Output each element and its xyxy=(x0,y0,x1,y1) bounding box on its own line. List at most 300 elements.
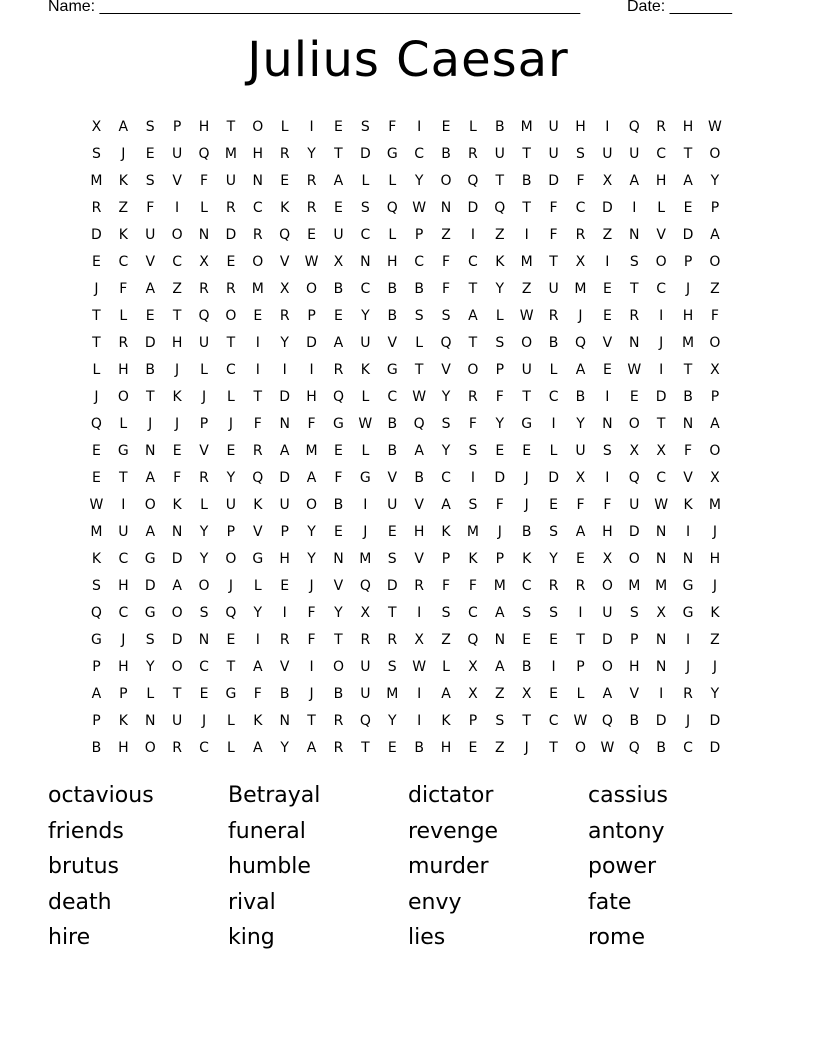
grid-letter[interactable]: L xyxy=(226,740,235,756)
grid-letter[interactable]: O xyxy=(306,281,318,297)
grid-letter[interactable]: Y xyxy=(280,740,289,756)
grid-letter[interactable]: E xyxy=(334,524,343,540)
grid-letter[interactable]: T xyxy=(522,713,531,729)
grid-letter[interactable]: I xyxy=(685,524,691,540)
grid-letter[interactable]: P xyxy=(199,416,209,432)
grid-letter[interactable]: P xyxy=(495,362,505,378)
grid-letter[interactable]: T xyxy=(145,389,155,405)
grid-letter[interactable]: Y xyxy=(710,173,720,189)
grid-letter[interactable]: P xyxy=(630,632,639,648)
grid-letter[interactable]: B xyxy=(521,524,532,540)
grid-letter[interactable]: E xyxy=(549,497,559,513)
grid-letter[interactable]: J xyxy=(685,281,691,297)
grid-letter[interactable]: I xyxy=(551,416,556,432)
grid-letter[interactable]: Q xyxy=(332,389,344,405)
grid-letter[interactable]: D xyxy=(144,335,156,351)
grid-letter[interactable]: M xyxy=(681,335,695,351)
grid-letter[interactable]: L xyxy=(388,227,397,243)
grid-letter[interactable]: U xyxy=(360,659,371,675)
grid-letter[interactable]: N xyxy=(655,659,667,675)
grid-letter[interactable]: Z xyxy=(710,281,720,297)
date-field-label[interactable]: Date: _______ xyxy=(627,0,732,15)
grid-letter[interactable]: D xyxy=(144,578,156,594)
grid-letter[interactable]: A xyxy=(629,173,640,189)
grid-letter[interactable]: S xyxy=(602,443,612,459)
grid-letter[interactable]: W xyxy=(304,254,319,270)
grid-letter[interactable]: S xyxy=(522,605,532,621)
grid-letter[interactable]: S xyxy=(414,308,424,324)
grid-letter[interactable]: F xyxy=(468,578,477,594)
grid-letter[interactable]: E xyxy=(280,173,290,189)
grid-letter[interactable]: A xyxy=(468,308,478,324)
grid-letter[interactable]: D xyxy=(171,551,183,567)
grid-letter[interactable]: U xyxy=(225,497,237,513)
grid-letter[interactable]: O xyxy=(171,605,183,621)
grid-letter[interactable]: B xyxy=(387,281,398,297)
grid-letter[interactable]: B xyxy=(441,146,451,162)
grid-letter[interactable]: Y xyxy=(549,551,558,567)
grid-letter[interactable]: N xyxy=(333,551,344,567)
grid-letter[interactable]: N xyxy=(198,632,210,648)
grid-letter[interactable]: T xyxy=(522,389,531,405)
grid-letter[interactable]: H xyxy=(386,254,398,270)
grid-letter[interactable]: E xyxy=(629,389,639,405)
grid-letter[interactable]: O xyxy=(709,443,721,459)
grid-letter[interactable]: Q xyxy=(628,119,640,135)
grid-letter[interactable]: D xyxy=(467,200,479,216)
grid-letter[interactable]: K xyxy=(683,497,693,513)
grid-letter[interactable]: E xyxy=(522,632,532,648)
grid-letter[interactable]: X xyxy=(360,605,371,621)
grid-letter[interactable]: Y xyxy=(199,524,209,540)
grid-letter[interactable]: Q xyxy=(198,146,210,162)
grid-letter[interactable]: O xyxy=(252,119,264,135)
grid-letter[interactable]: V xyxy=(172,173,182,189)
grid-letter[interactable]: B xyxy=(279,686,290,702)
grid-letter[interactable]: L xyxy=(200,497,208,513)
grid-letter[interactable]: F xyxy=(495,389,504,405)
grid-letter[interactable]: B xyxy=(629,713,640,729)
grid-letter[interactable]: K xyxy=(468,551,478,567)
grid-letter[interactable]: N xyxy=(171,524,183,540)
grid-letter[interactable]: L xyxy=(361,389,370,405)
grid-letter[interactable]: T xyxy=(253,389,263,405)
grid-letter[interactable]: J xyxy=(524,497,529,513)
grid-letter[interactable]: G xyxy=(91,632,102,648)
grid-letter[interactable]: D xyxy=(601,632,613,648)
grid-letter[interactable]: M xyxy=(655,578,668,594)
grid-letter[interactable]: E xyxy=(549,632,559,648)
grid-letter[interactable]: U xyxy=(602,146,613,162)
grid-letter[interactable]: X xyxy=(468,686,478,702)
grid-letter[interactable]: K xyxy=(441,713,451,729)
grid-letter[interactable]: E xyxy=(199,686,209,702)
grid-letter[interactable]: A xyxy=(333,173,344,189)
grid-letter[interactable]: I xyxy=(605,389,610,405)
grid-letter[interactable]: P xyxy=(226,524,236,540)
grid-letter[interactable]: G xyxy=(386,362,398,378)
grid-letter[interactable]: J xyxy=(524,740,529,756)
grid-letter[interactable]: I xyxy=(605,470,610,486)
grid-letter[interactable]: C xyxy=(656,281,667,297)
grid-letter[interactable]: O xyxy=(225,308,237,324)
grid-letter[interactable]: E xyxy=(92,470,101,486)
grid-letter[interactable]: U xyxy=(145,227,156,243)
grid-letter[interactable]: X xyxy=(602,551,613,567)
grid-letter[interactable]: T xyxy=(334,632,343,648)
grid-letter[interactable]: D xyxy=(628,524,640,540)
grid-letter[interactable]: T xyxy=(522,146,531,162)
grid-letter[interactable]: S xyxy=(576,146,585,162)
grid-letter[interactable]: R xyxy=(575,227,586,243)
grid-letter[interactable]: K xyxy=(280,200,290,216)
grid-letter[interactable]: D xyxy=(548,173,559,189)
grid-letter[interactable]: I xyxy=(309,119,314,135)
grid-letter[interactable]: Y xyxy=(710,686,720,702)
grid-letter[interactable]: E xyxy=(226,632,236,648)
grid-letter[interactable]: L xyxy=(280,119,289,135)
grid-letter[interactable]: D xyxy=(682,227,694,243)
grid-letter[interactable]: E xyxy=(522,443,532,459)
grid-letter[interactable]: V xyxy=(629,686,640,702)
grid-letter[interactable]: J xyxy=(148,416,153,432)
grid-letter[interactable]: U xyxy=(387,497,398,513)
grid-letter[interactable]: T xyxy=(549,740,558,756)
grid-letter[interactable]: Y xyxy=(495,416,505,432)
grid-letter[interactable]: B xyxy=(387,308,398,324)
grid-letter[interactable]: A xyxy=(145,524,156,540)
grid-letter[interactable]: A xyxy=(710,227,720,243)
grid-letter[interactable]: I xyxy=(632,200,637,216)
grid-letter[interactable]: D xyxy=(548,470,559,486)
grid-letter[interactable]: E xyxy=(602,281,612,297)
grid-letter[interactable]: F xyxy=(146,200,155,216)
grid-letter[interactable]: A xyxy=(575,524,586,540)
grid-letter[interactable]: T xyxy=(92,335,101,351)
grid-letter[interactable]: A xyxy=(710,416,720,432)
grid-letter[interactable]: S xyxy=(549,524,559,540)
grid-letter[interactable]: U xyxy=(360,335,371,351)
grid-letter[interactable]: V xyxy=(387,335,398,351)
grid-letter[interactable]: R xyxy=(199,281,209,297)
grid-letter[interactable]: R xyxy=(118,335,129,351)
grid-letter[interactable]: Y xyxy=(226,470,236,486)
grid-letter[interactable]: S xyxy=(145,119,155,135)
grid-letter[interactable]: S xyxy=(468,497,478,513)
grid-letter[interactable]: T xyxy=(226,659,236,675)
grid-letter[interactable]: E xyxy=(280,578,290,594)
grid-letter[interactable]: E xyxy=(441,119,451,135)
grid-letter[interactable]: B xyxy=(387,416,398,432)
grid-letter[interactable]: F xyxy=(388,119,397,135)
grid-letter[interactable]: K xyxy=(360,362,370,378)
grid-letter[interactable]: L xyxy=(415,335,424,351)
grid-letter[interactable]: R xyxy=(226,200,236,216)
grid-letter[interactable]: E xyxy=(468,740,478,756)
grid-letter[interactable]: T xyxy=(656,416,666,432)
grid-letter[interactable]: J xyxy=(309,578,314,594)
grid-letter[interactable]: I xyxy=(175,200,180,216)
grid-letter[interactable]: Q xyxy=(574,335,586,351)
grid-letter[interactable]: A xyxy=(306,470,317,486)
grid-letter[interactable]: Q xyxy=(386,200,398,216)
grid-letter[interactable]: L xyxy=(200,200,208,216)
grid-letter[interactable]: Q xyxy=(467,632,479,648)
grid-letter[interactable]: R xyxy=(629,308,640,324)
grid-letter[interactable]: L xyxy=(576,686,585,702)
grid-letter[interactable]: A xyxy=(172,578,182,594)
grid-letter[interactable]: C xyxy=(683,740,693,756)
grid-letter[interactable]: H xyxy=(682,308,694,324)
grid-letter[interactable]: R xyxy=(360,632,371,648)
grid-letter[interactable]: E xyxy=(683,200,693,216)
grid-letter[interactable]: W xyxy=(412,659,427,675)
grid-letter[interactable]: U xyxy=(548,119,559,135)
grid-letter[interactable]: K xyxy=(172,497,182,513)
grid-letter[interactable]: N xyxy=(682,416,694,432)
grid-letter[interactable]: S xyxy=(92,146,101,162)
grid-letter[interactable]: L xyxy=(92,362,101,378)
grid-letter[interactable]: A xyxy=(253,659,263,675)
grid-letter[interactable]: I xyxy=(255,362,260,378)
grid-letter[interactable]: L xyxy=(146,686,155,702)
grid-letter[interactable]: N xyxy=(144,713,156,729)
grid-letter[interactable]: Q xyxy=(467,173,479,189)
grid-letter[interactable]: I xyxy=(282,605,287,621)
grid-letter[interactable]: K xyxy=(118,713,128,729)
grid-letter[interactable]: J xyxy=(685,713,691,729)
grid-letter[interactable]: A xyxy=(602,686,613,702)
grid-letter[interactable]: Y xyxy=(495,281,505,297)
grid-letter[interactable]: Q xyxy=(279,227,291,243)
grid-letter[interactable]: C xyxy=(118,605,129,621)
grid-letter[interactable]: Y xyxy=(414,173,424,189)
grid-letter[interactable]: J xyxy=(94,281,99,297)
grid-letter[interactable]: S xyxy=(629,605,639,621)
grid-letter[interactable]: U xyxy=(171,713,183,729)
grid-letter[interactable]: J xyxy=(497,524,502,540)
grid-letter[interactable]: F xyxy=(495,497,504,513)
grid-letter[interactable]: C xyxy=(199,659,209,675)
grid-letter[interactable]: J xyxy=(712,524,717,540)
grid-letter[interactable]: I xyxy=(309,362,314,378)
grid-letter[interactable]: R xyxy=(468,146,478,162)
grid-letter[interactable]: F xyxy=(253,686,262,702)
grid-letter[interactable]: E xyxy=(92,254,101,270)
grid-letter[interactable]: E xyxy=(226,254,236,270)
grid-letter[interactable]: M xyxy=(520,119,533,135)
grid-letter[interactable]: S xyxy=(360,119,370,135)
grid-letter[interactable]: V xyxy=(602,335,613,351)
grid-letter[interactable]: D xyxy=(91,227,102,243)
grid-letter[interactable]: X xyxy=(656,443,666,459)
grid-letter[interactable]: R xyxy=(683,686,693,702)
grid-letter[interactable]: V xyxy=(441,362,451,378)
grid-letter[interactable]: H xyxy=(252,146,264,162)
grid-letter[interactable]: R xyxy=(91,200,102,216)
grid-letter[interactable]: R xyxy=(306,173,317,189)
grid-letter[interactable]: P xyxy=(280,524,289,540)
grid-letter[interactable]: G xyxy=(682,578,694,594)
grid-letter[interactable]: X xyxy=(602,173,613,189)
grid-letter[interactable]: T xyxy=(361,740,370,756)
grid-letter[interactable]: I xyxy=(121,497,126,513)
grid-letter[interactable]: D xyxy=(655,713,667,729)
grid-letter[interactable]: V xyxy=(414,551,424,567)
grid-letter[interactable]: C xyxy=(656,470,667,486)
grid-letter[interactable]: B xyxy=(521,659,532,675)
grid-letter[interactable]: Z xyxy=(172,281,182,297)
grid-letter[interactable]: P xyxy=(468,713,478,729)
grid-letter[interactable]: L xyxy=(253,578,262,594)
grid-letter[interactable]: G xyxy=(359,470,371,486)
grid-letter[interactable]: I xyxy=(417,713,422,729)
grid-letter[interactable]: J xyxy=(228,416,233,432)
grid-letter[interactable]: T xyxy=(334,146,343,162)
grid-letter[interactable]: Q xyxy=(359,578,371,594)
grid-letter[interactable]: G xyxy=(386,146,398,162)
grid-letter[interactable]: R xyxy=(279,146,290,162)
grid-letter[interactable]: O xyxy=(225,551,237,567)
grid-letter[interactable]: Y xyxy=(441,389,451,405)
grid-letter[interactable]: P xyxy=(414,227,424,243)
grid-letter[interactable]: A xyxy=(683,173,693,189)
grid-letter[interactable]: R xyxy=(333,740,344,756)
grid-letter[interactable]: X xyxy=(575,470,586,486)
grid-letter[interactable]: L xyxy=(388,173,397,189)
grid-letter[interactable]: J xyxy=(228,578,233,594)
grid-letter[interactable]: S xyxy=(387,551,397,567)
grid-letter[interactable]: K xyxy=(118,173,128,189)
grid-letter[interactable]: U xyxy=(494,146,505,162)
grid-letter[interactable]: R xyxy=(468,389,478,405)
grid-letter[interactable]: E xyxy=(602,308,612,324)
grid-letter[interactable]: I xyxy=(551,659,556,675)
grid-letter[interactable]: D xyxy=(386,578,398,594)
grid-letter[interactable]: F xyxy=(710,308,719,324)
grid-letter[interactable]: S xyxy=(441,416,451,432)
grid-letter[interactable]: E xyxy=(145,146,155,162)
grid-letter[interactable]: U xyxy=(575,443,586,459)
grid-letter[interactable]: R xyxy=(414,578,424,594)
grid-letter[interactable]: D xyxy=(601,200,613,216)
grid-letter[interactable]: O xyxy=(198,578,210,594)
grid-letter[interactable]: W xyxy=(412,389,427,405)
grid-letter[interactable]: X xyxy=(199,254,209,270)
grid-letter[interactable]: H xyxy=(602,524,613,540)
grid-letter[interactable]: V xyxy=(279,659,290,675)
grid-letter[interactable]: F xyxy=(468,416,477,432)
grid-letter[interactable]: O xyxy=(709,335,721,351)
grid-letter[interactable]: T xyxy=(226,335,236,351)
grid-letter[interactable]: X xyxy=(521,686,532,702)
grid-letter[interactable]: N xyxy=(655,551,667,567)
grid-letter[interactable]: C xyxy=(414,254,425,270)
grid-letter[interactable]: J xyxy=(309,686,314,702)
grid-letter[interactable]: P xyxy=(710,200,720,216)
grid-letter[interactable]: E xyxy=(576,551,585,567)
grid-letter[interactable]: A xyxy=(145,470,156,486)
grid-letter[interactable]: W xyxy=(654,497,669,513)
grid-letter[interactable]: E xyxy=(334,443,343,459)
grid-letter[interactable]: C xyxy=(656,146,667,162)
grid-letter[interactable]: N xyxy=(655,524,667,540)
grid-letter[interactable]: D xyxy=(171,632,183,648)
grid-letter[interactable]: J xyxy=(578,308,583,324)
grid-letter[interactable]: R xyxy=(199,470,209,486)
grid-letter[interactable]: I xyxy=(363,497,368,513)
grid-letter[interactable]: T xyxy=(387,605,397,621)
grid-letter[interactable]: S xyxy=(92,578,101,594)
grid-letter[interactable]: A xyxy=(495,605,505,621)
grid-letter[interactable]: P xyxy=(495,551,505,567)
grid-letter[interactable]: N xyxy=(440,200,452,216)
grid-letter[interactable]: M xyxy=(466,524,479,540)
grid-letter[interactable]: O xyxy=(171,659,183,675)
grid-letter[interactable]: O xyxy=(601,578,613,594)
grid-letter[interactable]: Q xyxy=(198,308,210,324)
grid-letter[interactable]: G xyxy=(144,551,156,567)
grid-letter[interactable]: M xyxy=(251,281,264,297)
grid-letter[interactable]: I xyxy=(417,605,422,621)
grid-letter[interactable]: T xyxy=(307,713,316,729)
grid-letter[interactable]: Q xyxy=(628,470,640,486)
grid-letter[interactable]: L xyxy=(200,362,208,378)
grid-letter[interactable]: C xyxy=(118,254,129,270)
grid-letter[interactable]: B xyxy=(548,335,559,351)
grid-letter[interactable]: R xyxy=(333,362,344,378)
grid-letter[interactable]: U xyxy=(225,173,237,189)
grid-letter[interactable]: A xyxy=(118,119,129,135)
grid-letter[interactable]: J xyxy=(201,713,207,729)
grid-letter[interactable]: I xyxy=(578,605,583,621)
grid-letter[interactable]: B xyxy=(333,497,344,513)
grid-letter[interactable]: F xyxy=(119,281,128,297)
grid-letter[interactable]: V xyxy=(253,524,263,540)
grid-letter[interactable]: Z xyxy=(441,632,451,648)
grid-letter[interactable]: I xyxy=(470,227,475,243)
grid-letter[interactable]: S xyxy=(199,605,209,621)
grid-letter[interactable]: O xyxy=(332,659,344,675)
grid-letter[interactable]: T xyxy=(522,200,531,216)
grid-letter[interactable]: Q xyxy=(90,605,102,621)
grid-letter[interactable]: I xyxy=(605,254,610,270)
grid-letter[interactable]: X xyxy=(279,281,290,297)
grid-letter[interactable]: S xyxy=(387,659,397,675)
grid-letter[interactable]: N xyxy=(252,173,264,189)
grid-letter[interactable]: Y xyxy=(307,551,316,567)
grid-letter[interactable]: G xyxy=(682,605,694,621)
grid-letter[interactable]: T xyxy=(629,281,639,297)
grid-letter[interactable]: G xyxy=(117,443,129,459)
grid-letter[interactable]: B xyxy=(414,281,424,297)
grid-letter[interactable]: M xyxy=(520,254,533,270)
grid-letter[interactable]: E xyxy=(145,308,155,324)
grid-letter[interactable]: F xyxy=(549,227,558,243)
grid-letter[interactable]: B xyxy=(145,362,156,378)
grid-letter[interactable]: K xyxy=(118,227,128,243)
grid-letter[interactable]: F xyxy=(307,416,316,432)
grid-letter[interactable]: H xyxy=(413,524,425,540)
grid-letter[interactable]: H xyxy=(575,119,586,135)
grid-letter[interactable]: Z xyxy=(441,227,451,243)
grid-letter[interactable]: I xyxy=(255,335,260,351)
grid-letter[interactable]: Q xyxy=(225,605,237,621)
grid-letter[interactable]: S xyxy=(629,254,639,270)
grid-letter[interactable]: H xyxy=(628,659,640,675)
grid-letter[interactable]: A xyxy=(279,443,290,459)
grid-letter[interactable]: H xyxy=(279,551,290,567)
